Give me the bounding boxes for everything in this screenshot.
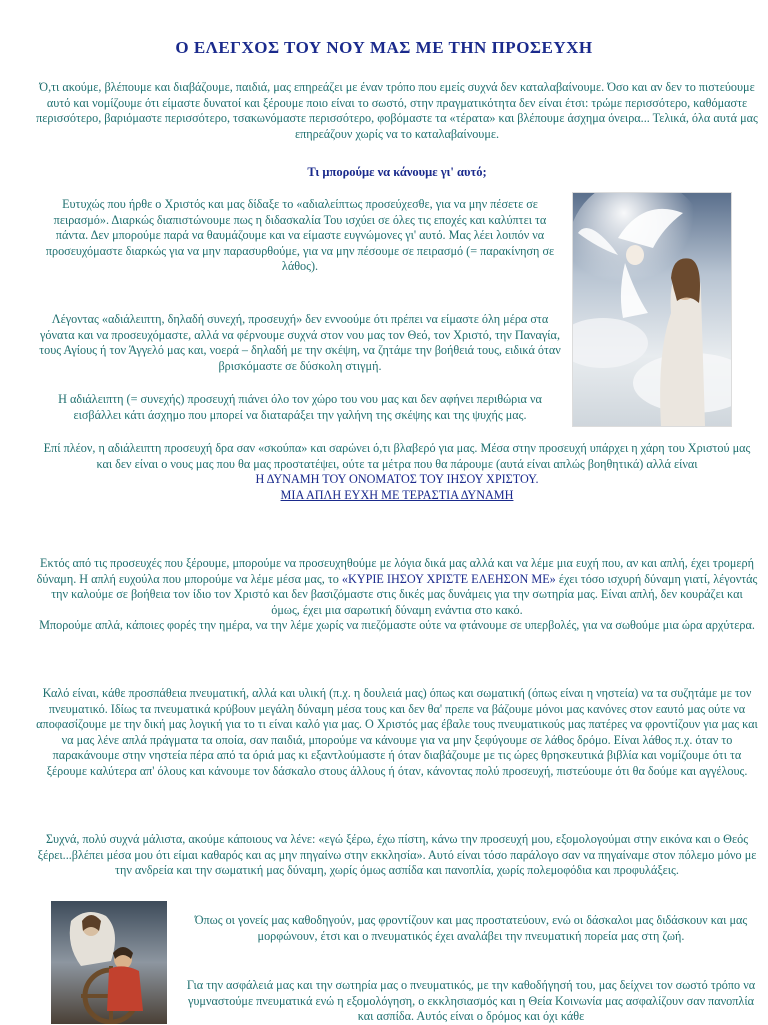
paragraph-jesus-prayer	[36, 556, 758, 634]
paragraph-broom	[36, 441, 758, 488]
paragraph-unceasing-prayer: Λέγοντας «αδιάλειπτη, δηλαδή συνεχή, προσευχή» δεν εννοούμε ότι πρέπει να είμαστε όλη μέρα στα γόνατα και να προσευχόμαστε, αλλά να φέρνουμε συχνά στον νου μας τον Θεό, τον Χριστό, την Παναγία, τους Αγίους ή τον Άγγελό μας και, νοερά – δηλαδή με την σκέψη, να ζητάμε την βοήθειά τους, ειδικά όταν βρισκόμαστε σε δύσκολη στιγμή.	[39, 312, 561, 373]
helmsman-christ-image	[51, 901, 167, 1024]
section-heading-text: ΜΙΑ ΑΠΛΗ ΕΥΧΗ ΜΕ ΤΕΡΑΣΤΙΑ ΔΥΝΑΜΗ	[280, 488, 514, 502]
paragraph-church: Συχνά, πολύ συχνά μάλιστα, ακούμε κάποιους να λένε: «εγώ ξέρω, έχω πίστη, κάνω την προσευχή μου, εξομολογούμαι στην εικόνα και ο Θεός ξέρει...βλέπει μέσα μου ότι είμαι καθαρός και ας μην πηγαίνω στην εκκλησία». Αυτό είναι τόσο παράλογο σαν να πηγαίναμε στον πόλεμο μόνο με την ανδρεία και την σωματική μας δύναμη, χωρίς όμως ασπίδα και πανοπλία, χωρίς πολεμοφόδια και προφυλάξεις.	[37, 832, 757, 878]
subheading: Τι μπορούμε να κάνουμε γι' αυτό;	[307, 165, 487, 179]
paragraph-jesus-prayer-c: Μπορούμε απλά, κάποιες φορές την ημέρα, να την λέμε χωρίς να πιεζόμαστε ούτε να φτάνουμε σε υπερβολές, για να σωθούμε μια ώρα αρχύτερα.	[39, 618, 755, 633]
paragraph-mind-space: Η αδιάλειπτη (= συνεχής) προσευχή πιάνει όλο τον χώρο του νου μας και δεν αφήνει περιθώρια να εισβάλλει κάτι άσχημο που μπορεί να διαταράξει την γαλήνη της σκέψης και της ψυχής μας.	[58, 392, 542, 422]
intro-paragraph: Ό,τι ακούμε, βλέπουμε και διαβάζουμε, παιδιά, μας επηρεάζει με έναν τρόπο που εμείς συχνά δεν καταλαβαίνουμε. Όσο και αν δεν το πιστεύουμε αυτό και νομίζουμε ότι είμαστε δυνατοί και ξέρουμε ποιο είναι το σωστό, στην πραγματικότητα δεν είναι έτσι: τρώμε περισσότερο, καθόμαστε περισσότερο, βαριόμαστε περισσότερο, τσακωνόμαστε περισσότερο, φοβόμαστε τα «τέρατα» και βλέπουμε άσχημα όνειρα... Τελικά, όλα αυτά μας επηρεάζουν χωρίς να το καταλαβαίνουμε.	[36, 80, 758, 141]
angel-prayer-image	[572, 192, 732, 427]
paragraph-spiritual-father: Καλό είναι, κάθε προσπάθεια πνευματική, αλλά και υλική (π.χ. η δουλειά μας) όπως και σωματική (όπως είναι η νηστεία) να τα συζητάμε με τον πνευματικό. Ιδίως τα πνευματικά κρύβουν μεγάλη δύναμη μέσα τους και δεν θα' πρεπε να βάζουμε μόνοι μας κανόνες στον εαυτό μας ούτε να αποφασίζουμε με την δική μας λογική για το τι είναι καλό για μας. Ο Χριστός μας έβαλε τους πνευματικούς μας πατέρες να φροντίζουν για μας και να μας λένε απλά πράγματα τα οποία, σαν παιδιά, μπορούμε να κάνουμε για να μην ξεφύγουμε σε λάθος δρόμο. Είναι λάθος π.χ. όταν το παρακάνουμε στην νηστεία πέρα από τα όριά μας κι εξαντλούμαστε ή όταν διαβάζουμε με τις ώρες θρησκευτικά βιβλία και νομίζουμε ότι τα ξέρουμε καλύτερα απ' όλους και κάνουμε τον δάσκαλο στους άλλους ή όταν, κάνοντας πολύ προσευχή, πιστεύουμε ότι θα δούμε και αγγέλους.	[36, 686, 758, 778]
page-title: Ο ΕΛΕΓΧΟΣ ΤΟΥ ΝΟΥ ΜΑΣ ΜΕ ΤΗΝ ΠΡΟΣΕΥΧΗ	[175, 38, 593, 57]
paragraph-prayer-teaching: Ευτυχώς που ήρθε ο Χριστός και μας δίδαξε το «αδιαλείπτως προσεύχεσθε, για να μην πέσετε σε πειρασμό». Διαρκώς διαπιστώνουμε πως η διδασκαλία Του ισχύει σε όλες τις εποχές και καλύπτει τα πάντα. Δεν μπορούμε παρά να θαυμάζουμε και να είμαστε ευγνώμονες γι' αυτό. Μας λέει λοιπόν να προσευχόμαστε διαρκώς για να μην παρασυρθούμε, για να μην πέσουμε σε πειρασμό (= παρακίνηση σε λάθος).	[45, 197, 555, 274]
paragraph-jesus-prayer-b: έχει τόσο ισχυρή δύναμη γιατί, λέγοντάς την καλούμε σε βοήθεια τον ίδιο τον Χριστό και δεν βασιζόμαστε στις δικές μας δυνάμεις για την σωτηρία μας. Είναι απλή, δεν κουράζει και όμως, έχει μια σαρωτική δύναμη ενάντια στο κακό.	[51, 571, 758, 617]
paragraph-broom-text: Επί πλέον, η αδιάλειπτη προσευχή δρα σαν «σκούπα» και σαρώνει ό,τι βλαβερό για μας. Μέσα στην προσευχή υπάρχει η χάρη του Χριστού μας και δεν είναι ο νους μας που θα μας προστατέψει, ούτε τα μέτρα που θα πάρουμε (αυτά είναι απλώς βοηθητικά) αλλά είναι	[43, 441, 751, 471]
paragraph-parents: Όπως οι γονείς μας καθοδηγούν, μας φροντίζουν και μας προστατεύουν, ενώ οι δάσκαλοι μας διδάσκουν και μας μορφώνουν, έτσι και ο πνευματικός έχει αναλάβει την πνευματική πορεία μας στη ζωή.	[194, 913, 748, 943]
section-heading	[36, 488, 758, 504]
paragraph-jesus-prayer-a: Εκτός από τις προσευχές που ξέρουμε, μπορούμε να προσευχηθούμε με λόγια δικά μας αλλά και να λέμε μια ευχή που, αν και απλή, έχει τρομερή δύναμη. Η απλή ευχούλα που μπορούμε να λέμε μέσα μας, το	[36, 556, 754, 586]
paragraph-safety: Για την ασφάλειά μας και την σωτηρία μας ο πνευματικός, με την καθοδήγησή του, μας δείχνει τον σωστό τρόπο να γυμναστούμε πνευματικά ενώ η εξομολόγηση, ο εκκλησιασμός και η Θεία Κοινωνία μας ασφαλίζουν σαν πανοπλία και ασπίδα. Αυτός είναι ο δρόμος και όχι κάθε	[186, 978, 756, 1024]
jesus-prayer-text: «ΚΥΡΙΕ ΙΗΣΟΥ ΧΡΙΣΤΕ ΕΛΕΗΣΟΝ ΜΕ»	[341, 571, 556, 586]
name-of-jesus-emphasis: Η ΔΥΝΑΜΗ ΤΟΥ ΟΝΟΜΑΤΟΣ ΤΟΥ ΙΗΣΟΥ ΧΡΙΣΤΟΥ.	[255, 472, 539, 487]
